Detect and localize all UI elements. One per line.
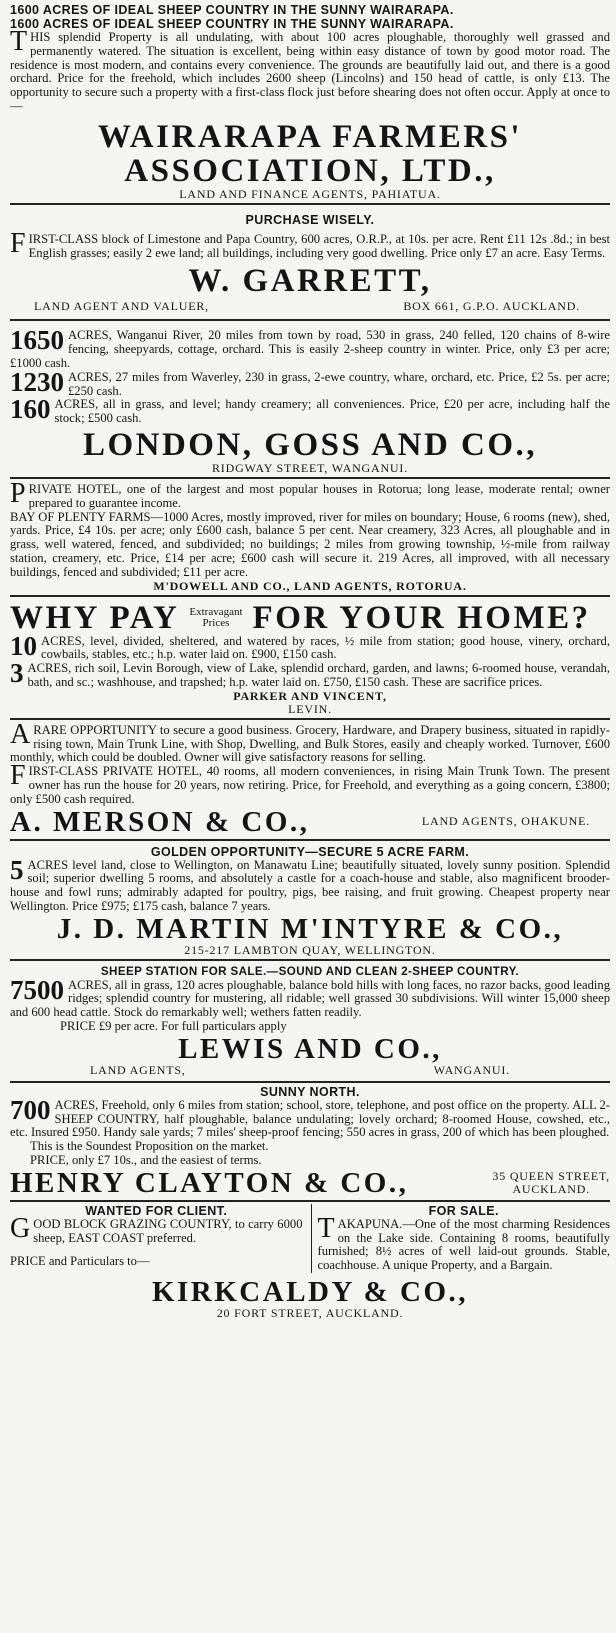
listing — [10, 325, 610, 370]
banner-prices: Prices — [202, 616, 230, 629]
listing-text: ACRES, rich soil, Levin Borough, view of Lake, splendid orchard, garden, and lawns; 6-roomed house, verandah, bath, and sc.; washhouse, and trapshed; h.p. water laid on. £750, £150 cash. These are sacrifice prices. — [27, 661, 610, 689]
acres-figure: 160 — [10, 394, 51, 425]
dropcap: A — [10, 718, 31, 750]
firm-name: LEWIS AND CO., — [178, 1032, 442, 1065]
firm-footer — [10, 807, 610, 837]
firm-name: PARKER AND VINCENT, — [233, 688, 387, 703]
firm-footer — [10, 1064, 610, 1079]
ad-heading: FOR SALE. — [428, 1203, 499, 1218]
note-line: This is the Soundest Proposition on the market. — [30, 1139, 269, 1154]
price-line: PRICE £9 per acre. For full particulars apply — [60, 1019, 287, 1034]
acres-figure: 3 — [10, 658, 24, 689]
ad-clayton — [10, 1083, 610, 1202]
ad-heading: SUNNY NORTH. — [260, 1084, 360, 1099]
acres-figure: 700 — [10, 1094, 51, 1125]
listing — [10, 1094, 610, 1140]
banner-for-your-home: FOR YOUR HOME? — [252, 599, 591, 636]
column-for-sale — [311, 1204, 611, 1273]
listing-text: ACRES, Wanganui River, 20 miles from town by road, 530 in grass, 240 felled, 120 chains of 8-wire fencing, sheepyards, cottage, orchard. This is easily 2-sheep country in winter. Price, only £3 per acre; £1000 cash. — [10, 328, 610, 370]
firm-name: M'DOWELL AND CO., LAND AGENTS, ROTORUA. — [153, 578, 467, 593]
dropcap: T — [317, 1212, 335, 1244]
firm-role: LAND AGENTS, OHAKUNE. — [421, 814, 590, 828]
ad-body — [317, 1212, 611, 1273]
ad-body-2: BAY OF PLENTY FARMS—1000 Acres, mostly improved, river for miles on boundary; House, 6 rooms (new), shed, yards. Price, £4 10s. per acre; only £600 cash, balance 5 per cent. Near creamery, 323 Acres, all ploughable and in grass, well watered, fenced, and subdivided; no buildings; 2 miles from growing township, ½-mile from railway station, creamery, etc. Price, £14 per acre; £600 cash will secure it. 219 Acres, all improved, with all necessary buildings, fenced and subdivided; £11 per acre. — [10, 509, 610, 579]
firm-address-city: AUCKLAND. — [512, 1181, 590, 1196]
firm-name: HENRY CLAYTON & CO., — [10, 1166, 409, 1199]
ad-body-text: HIS splendid Property is all undulating, with about 100 acres ploughable, thoroughly well grassed and permanently watered. The situation is excellent, being within easy distance of town by good motor road. The residence is most modern, and contains every convenience. The grounds are beautifully laid out, and there is a good orchard. Price for the freehold, which includes 2600 sheep (Lincolns) and 150 head of cattle, is only £13. The opportunity to secure such a property with a first-class flock just before shearing does not often occur. Apply at once to— — [10, 30, 610, 113]
listing-text: ACRES, Freehold, only 6 miles from station; school, store, telephone, and post office on the property. ALL 2-SHEEP COUNTRY, half ploughable, balance undulating; lovely orchard; 8-roomed House, cowshed, etc., etc. Insured £950. Handy sale yards; 7 miles' sheep-proof fencing; 550 acres in grass, 200 of which has been ploughed. — [10, 1097, 610, 1140]
firm-subtitle: LAND AND FINANCE AGENTS, PAHIATUA. — [179, 186, 441, 201]
listing-text: ACRES, 27 miles from Waverley, 230 in grass, 2-ewe country, whare, orchard, etc. Price, £2 5s. per acre; £250 cash. — [68, 369, 610, 398]
acres-figure: 7500 — [10, 974, 64, 1005]
dropcap: T — [10, 26, 28, 57]
ad-heading: GOLDEN OPPORTUNITY—SECURE 5 ACRE FARM. — [150, 844, 470, 859]
ad-body — [10, 227, 610, 261]
listing-text: ACRES, all in grass, 120 acres ploughable, balance bold hills with long faces, no razor backs, good leading ridges; splendid country for mustering, all ridable; well grassed 30 subdivisions. Will winter 15,000 sheep and 600 head cattle. Stock do remarkably well; wethers fatten readily. — [10, 977, 610, 1020]
ad-body — [10, 718, 610, 765]
firm-address — [492, 1170, 610, 1196]
listing — [10, 394, 610, 426]
dropcap: F — [10, 227, 26, 259]
firm-role: LAND AGENTS, — [90, 1062, 186, 1077]
ad-lewis — [10, 961, 610, 1083]
firm-name: J. D. MARTIN M'INTYRE & CO., — [56, 912, 564, 945]
listing — [10, 630, 610, 663]
firm-address: 215-217 LAMBTON QUAY, WELLINGTON. — [184, 942, 436, 957]
ad-body-text: IRST-CLASS block of Limestone and Papa Country, 600 acres, O.R.P., at 10s. per acre. Rent £11 12s .8d.; in best English grasses; easily 2 ewe land; all buildings, including very good dwelling. Price only £7 an acre. Easy Terms. — [28, 231, 610, 260]
listing-text: ACRES level land, close to Wellington, on Manawatu Line; beautifully situated, lovely sunny position. Splendid soil; superior dwelling 5 rooms, and absolutely a castle for a coach-house and stable, also magnificent brooder-house and fowl runs; admirably adapted for poultry, pigs, bee raising, and fruit growing. Cheapest property near Wellington. Price £975; £175 cash, balance 7 years. — [10, 857, 610, 913]
ad-headline-repeat: 1600 ACRES OF IDEAL SHEEP COUNTRY IN THE SUNNY WAIRARAPA. — [10, 17, 454, 31]
ad-heading: SHEEP STATION FOR SALE.—SOUND AND CLEAN 2-SHEEP COUNTRY. — [100, 964, 520, 978]
price-line: PRICE and Particulars to— — [10, 1254, 150, 1269]
listing-text: ACRES, all in grass, and level; handy creamery; all conveniences. Price, £20 per acre, including half the stock; £500 cash. — [54, 397, 610, 426]
ad-body-text: RARE OPPORTUNITY to secure a good business. Grocery, Hardware, and Drapery business, situated in rapidly-rising town, Main Trunk Line, with Shop, Dwelling, and Bulk Stores, easily and cheaply worked. Turnover, £600 monthly, which could be doubled. Owner will give satisfactory reasons for selling. — [10, 722, 610, 765]
acres-figure: 1650 — [10, 325, 64, 356]
firm-name: LONDON, GOSS AND CO., — [82, 426, 538, 463]
firm-town: LEVIN. — [288, 701, 332, 716]
banner-why-pay: WHY PAY — [10, 599, 180, 636]
listing — [10, 366, 610, 399]
dropcap: P — [10, 477, 26, 509]
listing-text: ACRES, level, divided, sheltered, and watered by races, ½ mile from station; good house, vinery, orchard, cowbails, stables, etc.; h.p. water laid on. £900, £150 cash. — [41, 633, 610, 662]
ad-parker-vincent — [10, 597, 610, 720]
firm-footer — [10, 298, 610, 317]
banner-small — [189, 607, 242, 629]
firm-role: LAND AGENT AND VALUER, — [34, 299, 209, 314]
listing — [10, 974, 610, 1020]
ad-body-text: OOD BLOCK GRAZING COUNTRY, to carry 6000 sheep, EAST COAST preferred. — [33, 1216, 303, 1245]
listing — [10, 854, 610, 914]
ad-headline: 1600 ACRES OF IDEAL SHEEP COUNTRY IN THE SUNNY WAIRARAPA. — [10, 3, 454, 17]
ad-mcdowell — [10, 479, 610, 597]
dropcap: G — [10, 1212, 31, 1244]
firm-footer — [10, 1168, 610, 1198]
ad-body-text: RIVATE HOTEL, one of the largest and most popular houses in Rotorua; long lease, moderate rental; owner prepared to guarantee income. — [28, 481, 610, 510]
ad-banner — [10, 601, 610, 635]
two-column-block — [10, 1204, 610, 1273]
dropcap: F — [10, 760, 26, 792]
ad-body — [10, 1212, 303, 1246]
ad-body-text: AKAPUNA.—One of the most charming Residences on the Lake side. Containing 8 rooms, beautifully furnished; 8½ acres of well laid-out grounds. Stable, coachhouse. A unique Property, and a Bargain. — [317, 1216, 610, 1273]
ad-wairarapa — [10, 2, 610, 205]
ad-body-2 — [10, 760, 610, 806]
column-wanted — [10, 1204, 303, 1273]
ad-martin-mcintyre — [10, 841, 610, 961]
ad-london-goss — [10, 321, 610, 479]
ad-merson — [10, 720, 610, 841]
firm-name: WAIRARAPA FARMERS' — [97, 118, 523, 155]
price-line: PRICE, only £7 10s., and the easiest of terms. — [30, 1153, 262, 1168]
banner-extravagant: Extravagant — [189, 605, 243, 618]
firm-name: W. GARRETT, — [188, 263, 432, 300]
ad-heading: PURCHASE WISELY. — [245, 212, 375, 227]
ad-kirkcaldy — [10, 1202, 610, 1322]
acres-figure: 1230 — [10, 366, 64, 397]
firm-town: WANGANUI. — [433, 1062, 510, 1077]
firm-name: KIRKCALDY & CO., — [151, 1276, 469, 1309]
ad-body — [10, 26, 610, 114]
firm-address: RIDGWAY STREET, WANGANUI. — [212, 460, 408, 475]
acres-figure: 10 — [10, 630, 37, 661]
firm-address: 20 FORT STREET, AUCKLAND. — [216, 1306, 404, 1321]
firm-name: A. MERSON & CO., — [10, 805, 310, 838]
acres-figure: 5 — [10, 854, 24, 885]
listing — [10, 658, 610, 690]
ad-body-text: IRST-CLASS PRIVATE HOTEL, 40 rooms, all modern conveniences, in rising Main Trunk Town. The present owner has run the house for 20 years, now retiring. Price, for Freehold, and everything as a going concern, £3800; only £500 cash required. — [10, 764, 610, 806]
firm-address: BOX 661, G.P.O. AUCKLAND. — [403, 299, 580, 314]
ad-heading: WANTED FOR CLIENT. — [85, 1203, 228, 1218]
firm-name-line-2: ASSOCIATION, LTD., — [124, 152, 496, 189]
firm-address-street: 35 QUEEN STREET, — [492, 1168, 610, 1183]
ad-body — [10, 477, 610, 511]
ad-garrett — [10, 205, 610, 322]
